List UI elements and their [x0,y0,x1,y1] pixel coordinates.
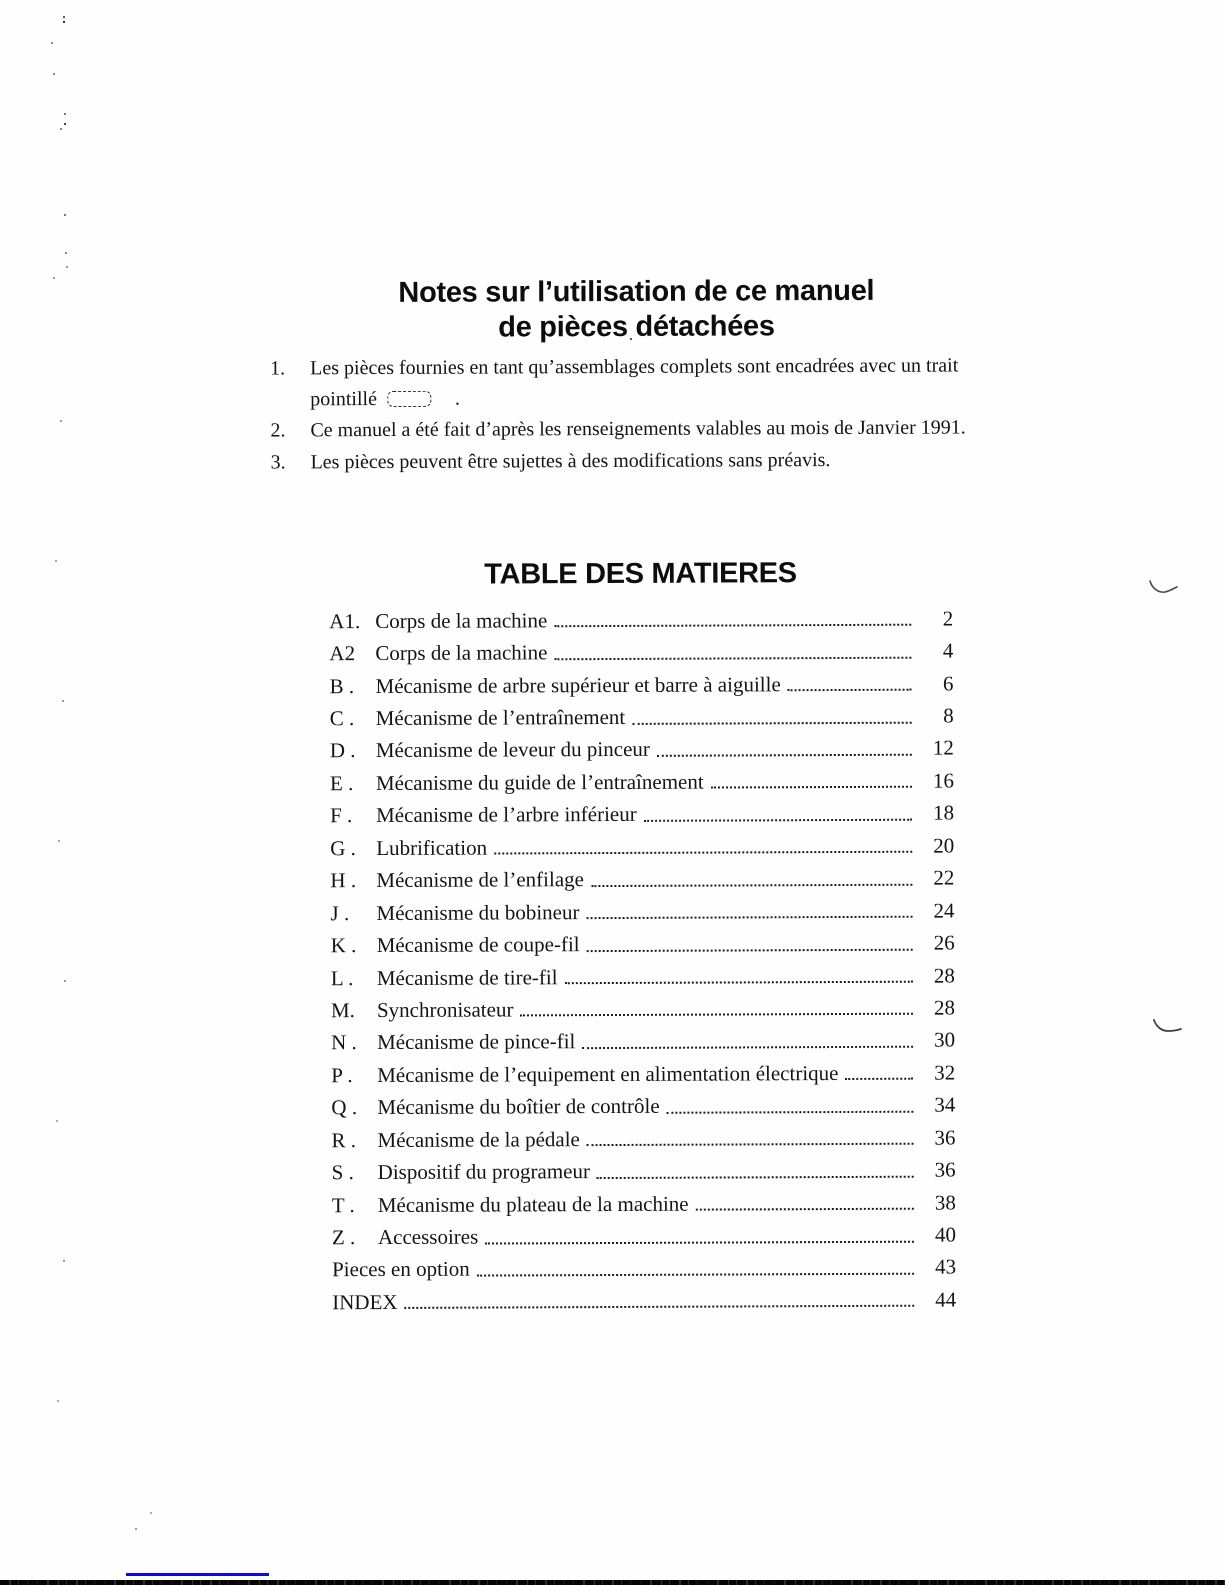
dashed-box-symbol [387,390,431,406]
dot-leader [632,721,911,724]
dot-leader [644,819,912,822]
note-number: 1. [270,357,286,380]
toc-page-number: 38 [934,1190,956,1215]
toc-page-number: 18 [933,800,955,825]
toc-section-code: P . [331,1062,353,1088]
toc-entry-title: Corps de la machine [375,608,548,633]
toc-section-code: R . [331,1127,357,1152]
note-text [310,350,1010,414]
toc-row [331,1057,955,1092]
scan-edge-band [0,1580,1225,1585]
toc-entry-title: Mécanisme de coupe-fil [376,932,580,958]
toc-entry-title: Mécanisme de l’enfilage [376,867,585,893]
toc-page-number: 28 [933,995,955,1020]
page-title-line2: de pièces détachées [498,310,775,344]
toc-entry-title: Pieces en option [332,1257,470,1282]
toc-entry-title: Accessoires [377,1224,479,1250]
toc-section-code: G . [330,835,356,861]
toc-entry-title: Mécanisme du bobineur [376,899,580,925]
toc-entry-title: Mécanisme du boîtier de contrôle [377,1094,660,1120]
toc-section-code: E . [329,771,354,796]
toc-page-number: 28 [933,963,955,988]
note-number: 2. [270,419,286,442]
toc-entry-title: Dispositif du programeur [377,1159,591,1185]
toc-entry-title: Mécanisme de arbre supérieur et barre à aiguille [375,671,781,698]
toc-entry-title: Mécanisme de tire-fil [376,964,558,990]
toc-section-code: N . [331,1030,357,1055]
dot-leader [494,851,912,855]
toc-page-number: 16 [932,768,955,793]
notes-list [270,350,1011,478]
toc-page-number: 8 [943,703,954,728]
toc-entry-title: Synchronisateur [376,997,514,1022]
toc-section-code: A1. [329,608,361,633]
toc-row [332,1186,956,1221]
dot-leader [591,883,912,886]
dot-leader [587,1143,914,1146]
toc-entry-title: Lubrification [376,835,488,860]
toc-entry-title: Mécanisme de leveur du pinceur [375,737,650,763]
toc-row [332,1251,956,1286]
dot-leader [485,1240,914,1244]
note-line-text: pointillé [310,387,377,410]
toc-row [331,959,955,994]
toc-entry-title: Mécanisme de l’arbre inférieur [376,802,637,828]
note-line-text: Les pièces peuvent être sujettes à des modifications sans préavis. [310,448,831,473]
note-line-after: . [454,387,460,410]
dot-leader [565,981,913,985]
toc-section-code: Q . [331,1095,358,1120]
toc-row [330,765,954,800]
toc-page-number: 30 [934,1027,956,1053]
toc-page-number: 20 [933,833,955,858]
toc-list [329,603,956,1319]
toc-entry-title: Mécanisme du guide de l’entraînement [375,769,704,795]
note-item [270,350,1010,414]
toc-row [329,603,953,638]
toc-section-code: Z . [331,1225,356,1250]
toc-page-number: 22 [933,865,955,890]
page-curl-mark [1152,1018,1182,1036]
note-line [310,381,1010,415]
blue-underline-mark [126,1573,269,1576]
toc-row [331,1024,955,1059]
toc-entry-title: Mécanisme de l’entraînement [375,704,626,731]
dot-leader [788,689,912,692]
toc-section-code: L . [330,965,354,990]
toc-entry-title: Mécanisme de la pédale [377,1126,580,1152]
toc-section-code: M. [330,998,355,1023]
toc-row [332,1284,956,1319]
toc-row [330,732,954,767]
toc-entry-title: Mécanisme du plateau de la machine [377,1191,689,1217]
dot-leader [657,754,912,757]
toc-page-number: 4 [942,638,954,663]
note-text [310,444,1010,478]
toc-heading: TABLE DES MATIERES [484,557,797,591]
toc-page-number: 34 [934,1092,956,1117]
dot-leader [667,1110,914,1113]
toc-row [330,862,954,897]
dot-leader [586,916,912,919]
dot-leader [477,1273,914,1277]
toc-page-number: 44 [935,1287,957,1312]
toc-page-number: 36 [934,1125,956,1150]
toc-row [330,894,954,929]
note-line [310,412,1010,446]
toc-section-code: C . [329,706,355,731]
toc-section-code: D . [329,738,356,763]
note-text [310,412,1010,446]
note-line-text: Les pièces fournies en tant qu’assemblages complets sont encadrées avec un trait [310,354,959,380]
note-item [270,412,1010,446]
toc-row [331,992,955,1027]
toc-row [332,1154,956,1189]
toc-page-number: 24 [933,898,955,923]
toc-entry-title: Mécanisme de l’equipement en alimentation électrique [377,1060,839,1087]
toc-page-number: 32 [934,1060,956,1085]
toc-section-code: J . [330,900,350,925]
toc-row [331,1089,955,1124]
dot-leader [845,1078,913,1080]
toc-row [331,927,955,962]
toc-section-code: H . [330,868,357,893]
toc-page-number: 43 [935,1254,957,1280]
toc-page-number: 6 [942,671,954,696]
toc-row [329,667,953,702]
dot-leader [554,656,911,660]
note-number: 3. [270,450,286,473]
toc-row [329,635,953,670]
page-title [50,273,1223,348]
dot-leader [582,1046,913,1049]
toc-row [330,797,954,832]
toc-entry-title: Mécanisme de pince-fil [377,1029,576,1055]
dot-leader [405,1305,915,1309]
scan-speck-noise [0,0,2,2]
toc-section-code: A2 [329,641,356,666]
toc-section-code: K . [330,933,357,958]
page-title-line1: Notes sur l’utilisation de ce manuel [398,275,875,310]
dot-leader [587,948,913,951]
toc-entry-title: INDEX [332,1289,398,1315]
dot-leader [711,786,912,789]
toc-row [332,1219,956,1254]
toc-page-number: 26 [933,930,955,955]
toc-row [330,830,954,865]
dot-leader [696,1208,914,1211]
page-curl-mark [1148,578,1178,596]
toc-section-code: S . [331,1160,354,1185]
toc-page-number: 12 [932,735,954,761]
note-item [270,444,1010,478]
toc-row [330,700,954,735]
toc-page-number: 40 [934,1222,956,1247]
toc-section-code: T . [331,1192,355,1217]
note-line [310,350,1010,384]
toc-row [331,1122,955,1157]
toc-section-code: B . [329,673,355,698]
toc-page-number: 36 [934,1157,956,1182]
toc-entry-title: Corps de la machine [375,640,548,666]
dot-leader [554,624,911,628]
dot-leader [597,1175,914,1178]
note-line [310,444,1010,478]
dot-leader [520,1013,913,1017]
toc-page-number: 2 [942,606,954,631]
note-line-text: Ce manuel a été fait d’après les renseignements valables au mois de Janvier 1991. [310,416,966,442]
toc-section-code: F . [330,803,353,828]
